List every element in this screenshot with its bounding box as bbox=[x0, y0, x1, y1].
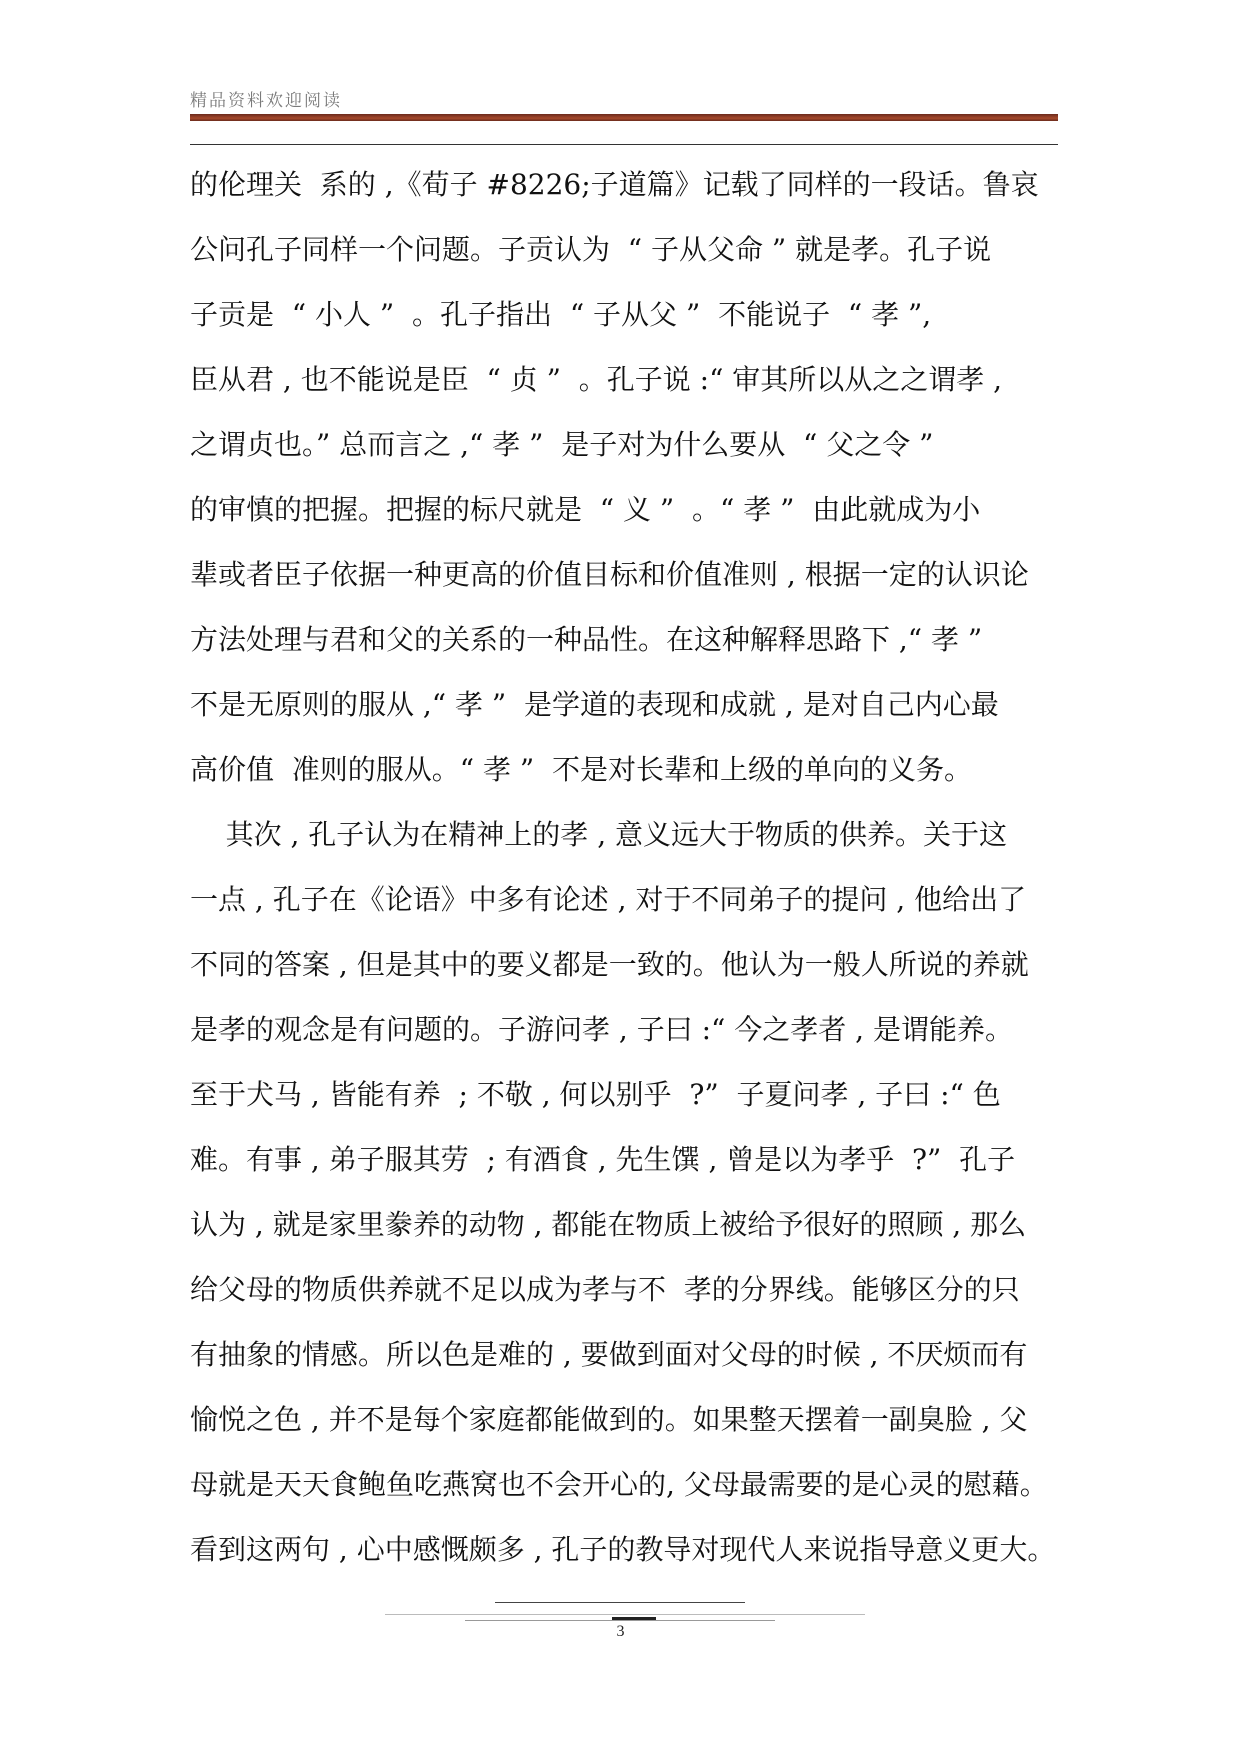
body-text bbox=[190, 152, 1085, 1582]
text-line: 母就是天天食鲍鱼吃燕窝也不会开心的, 父母最需要的是心灵的慰藉。 bbox=[190, 1468, 1048, 1501]
footer-rule bbox=[465, 1620, 775, 1621]
text-line: 有抽象的情感。所以色是难的 , 要做到面对父母的时候 , 不厌烦而有 bbox=[190, 1338, 1028, 1371]
page-number: 3 bbox=[616, 1623, 625, 1640]
text-line: 看到这两句 , 心中感慨颇多 , 孔子的教导对现代人来说指导意义更大。 bbox=[190, 1533, 1056, 1566]
footer-rule bbox=[385, 1614, 865, 1615]
header-title: 精品资料欢迎阅读 bbox=[190, 91, 342, 111]
text-line: 是孝的观念是有问题的。子游问孝 , 子曰 :“ 今之孝者 , 是谓能养。 bbox=[190, 1013, 1013, 1046]
text-line: 之谓贞也。” 总而言之 ,“ 孝 ” 是子对为什么要从 “ 父之令 ” bbox=[190, 428, 934, 461]
text-line: 臣从君 , 也不能说是臣 “ 贞 ” 。孔子说 :“ 审其所以从之之谓孝 , bbox=[190, 363, 1003, 396]
text-line: 子贡是 “ 小人 ” 。孔子指出 “ 子从父 ” 不能说子 “ 孝 ”, bbox=[190, 298, 932, 331]
footer-rule bbox=[495, 1602, 745, 1603]
text-line: 的伦理关 系的 ,《荀子 #8226;子道篇》记载了同样的一段话。鲁哀 bbox=[190, 168, 1039, 201]
text-line: 的审慎的把握。把握的标尺就是 “ 义 ” 。“ 孝 ” 由此就成为小 bbox=[190, 493, 981, 526]
text-line: 给父母的物质供养就不足以成为孝与不 孝的分界线。能够区分的只 bbox=[190, 1273, 1020, 1306]
text-line: 一点 , 孔子在《论语》中多有论述 , 对于不同弟子的提问 , 他给出了 bbox=[190, 883, 1027, 916]
text-line: 认为 , 就是家里豢养的动物 , 都能在物质上被给予很好的照顾 , 那么 bbox=[190, 1208, 1027, 1241]
text-line: 方法处理与君和父的关系的一种品性。在这种解释思路下 ,“ 孝 ” bbox=[190, 623, 983, 656]
text-line: 高价值 准则的服从。“ 孝 ” 不是对长辈和上级的单向的义务。 bbox=[190, 753, 973, 786]
text-line: 不是无原则的服从 ,“ 孝 ” 是学道的表现和成就 , 是对自己内心最 bbox=[190, 688, 999, 721]
text-line: 不同的答案 , 但是其中的要义都是一致的。他认为一般人所说的养就 bbox=[190, 948, 1029, 981]
text-line: 难。有事 , 弟子服其劳 ; 有酒食 , 先生馔 , 曾是以为孝乎 ?” 孔子 bbox=[190, 1143, 1016, 1176]
text-line: 辈或者臣子依据一种更高的价值目标和价值准则 , 根据一定的认识论 bbox=[190, 558, 1029, 591]
header-rule bbox=[190, 144, 1058, 145]
text-line: 其次 , 孔子认为在精神上的孝 , 意义远大于物质的供养。关于这 bbox=[190, 818, 1008, 851]
text-line: 公问孔子同样一个问题。子贡认为 “ 子从父命 ” 就是孝。孔子说 bbox=[190, 233, 992, 266]
text-line: 愉悦之色 , 并不是每个家庭都能做到的。如果整天摆着一副臭脸 , 父 bbox=[190, 1403, 1028, 1436]
header-decorative-bar bbox=[190, 114, 1058, 121]
footer-mark bbox=[612, 1617, 656, 1620]
text-line: 至于犬马 , 皆能有养 ; 不敬 , 何以别乎 ?” 子夏问孝 , 子曰 :“ 色 bbox=[190, 1078, 1001, 1111]
